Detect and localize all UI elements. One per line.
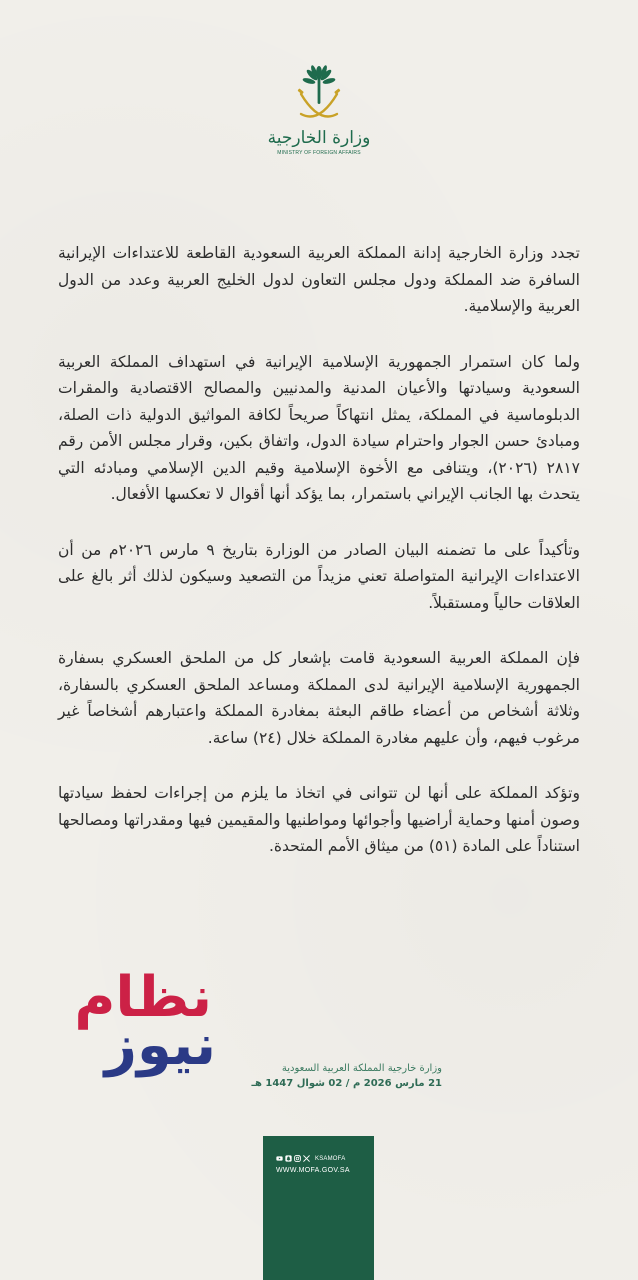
x-icon[interactable] bbox=[303, 1155, 310, 1162]
statement-paragraph-3: وتأكيداً على ما تضمنه البيان الصادر من الوزارة بتاريخ ٩ مارس ٢٠٢٦م من أن الاعتداءات الإيرانية المتواصلة تعني مزيداً من التصعيد وسيكون لذلك أثر بالغ على العلاقات حالياً ومستقبلاً. bbox=[58, 540, 580, 612]
website-link[interactable]: WWW.MOFA.GOV.SA bbox=[276, 1167, 350, 1174]
ministry-header bbox=[0, 64, 638, 156]
social-links bbox=[276, 1155, 345, 1162]
ministry-name-english: MINISTRY OF FOREIGN AFFAIRS bbox=[277, 150, 361, 156]
social-handle[interactable]: KSAMOFA bbox=[315, 1155, 346, 1162]
saudi-emblem-icon bbox=[293, 64, 345, 128]
nizam-news-watermark bbox=[56, 965, 216, 1078]
youtube-icon[interactable] bbox=[276, 1155, 283, 1162]
statement-paragraph-1: تجدد وزارة الخارجية إدانة المملكة العربية السعودية القاطعة للاعتداءات الإيرانية السافرة ضد المملكة ودول مجلس التعاون لدول الخليج العربية وعدد من الدول العربية والإسلامية. bbox=[58, 244, 580, 315]
instagram-icon[interactable] bbox=[294, 1155, 301, 1162]
signature-org: وزارة خارجية المملكة العربية السعودية bbox=[281, 1063, 442, 1074]
statement-paragraph-2: ولما كان استمرار الجمهورية الإسلامية الإيرانية في استهداف المملكة العربية السعودية وسيادتها والأعيان المدنية والمدنيين والمصالح الاقتصادية والمقرات الدبلوماسية في المملكة، يمثل انتهاكاً صريحاً لكافة المواثيق الدولية ذات الصلة، ومبادئ حسن الجوار واحترام سيادة الدول، واتفاق بكين، وقرار مجلس الأمن رقم ٢٨١٧ (٢٠٢٦)، ويتنافى مع الأخوة الإسلامية وقيم الدين الإسلامي ومبادئه التي يتحدث بها الجانب الإيراني باستمرار، بما يؤكد أنها أقوال لا تعكسها الأفعال. bbox=[58, 352, 580, 503]
signature-block bbox=[252, 1062, 442, 1092]
statement-paragraph-4: فإن المملكة العربية السعودية قامت بإشعار كل من الملحق العسكري بسفارة الجمهورية الإسلامية الإيرانية لدى المملكة ومساعد الملحق العسكري بالسفارة، وثلاثة أشخاص من أعضاء طاقم البعثة بمغادرة المملكة واعتبارهم أشخاصاً غير مرغوب فيهم، وأن عليهم مغادرة المملكة خلال (٢٤) ساعة. bbox=[58, 649, 580, 747]
footer-band bbox=[263, 1136, 374, 1280]
ministry-name-arabic: وزارة الخارجية bbox=[267, 128, 371, 148]
snapchat-icon[interactable] bbox=[285, 1155, 292, 1162]
statement-paragraph-5: وتؤكد المملكة على أنها لن تتوانى في اتخاذ ما يلزم من إجراءات لحفظ سيادتها وصون أمنها وحماية أراضيها وأجوائها ومواطنيها والمقيمين فيها ومقدراتها ومصالحها استناداً على المادة (٥١) من ميثاق الأمم المتحدة. bbox=[58, 784, 580, 855]
watermark-line-1: نظام bbox=[74, 965, 212, 1030]
watermark-line-2: نيوز bbox=[104, 1013, 216, 1078]
signature-date: 21 مارس 2026 م / 02 شوال 1447 هـ bbox=[251, 1078, 442, 1089]
statement-body bbox=[58, 240, 580, 889]
